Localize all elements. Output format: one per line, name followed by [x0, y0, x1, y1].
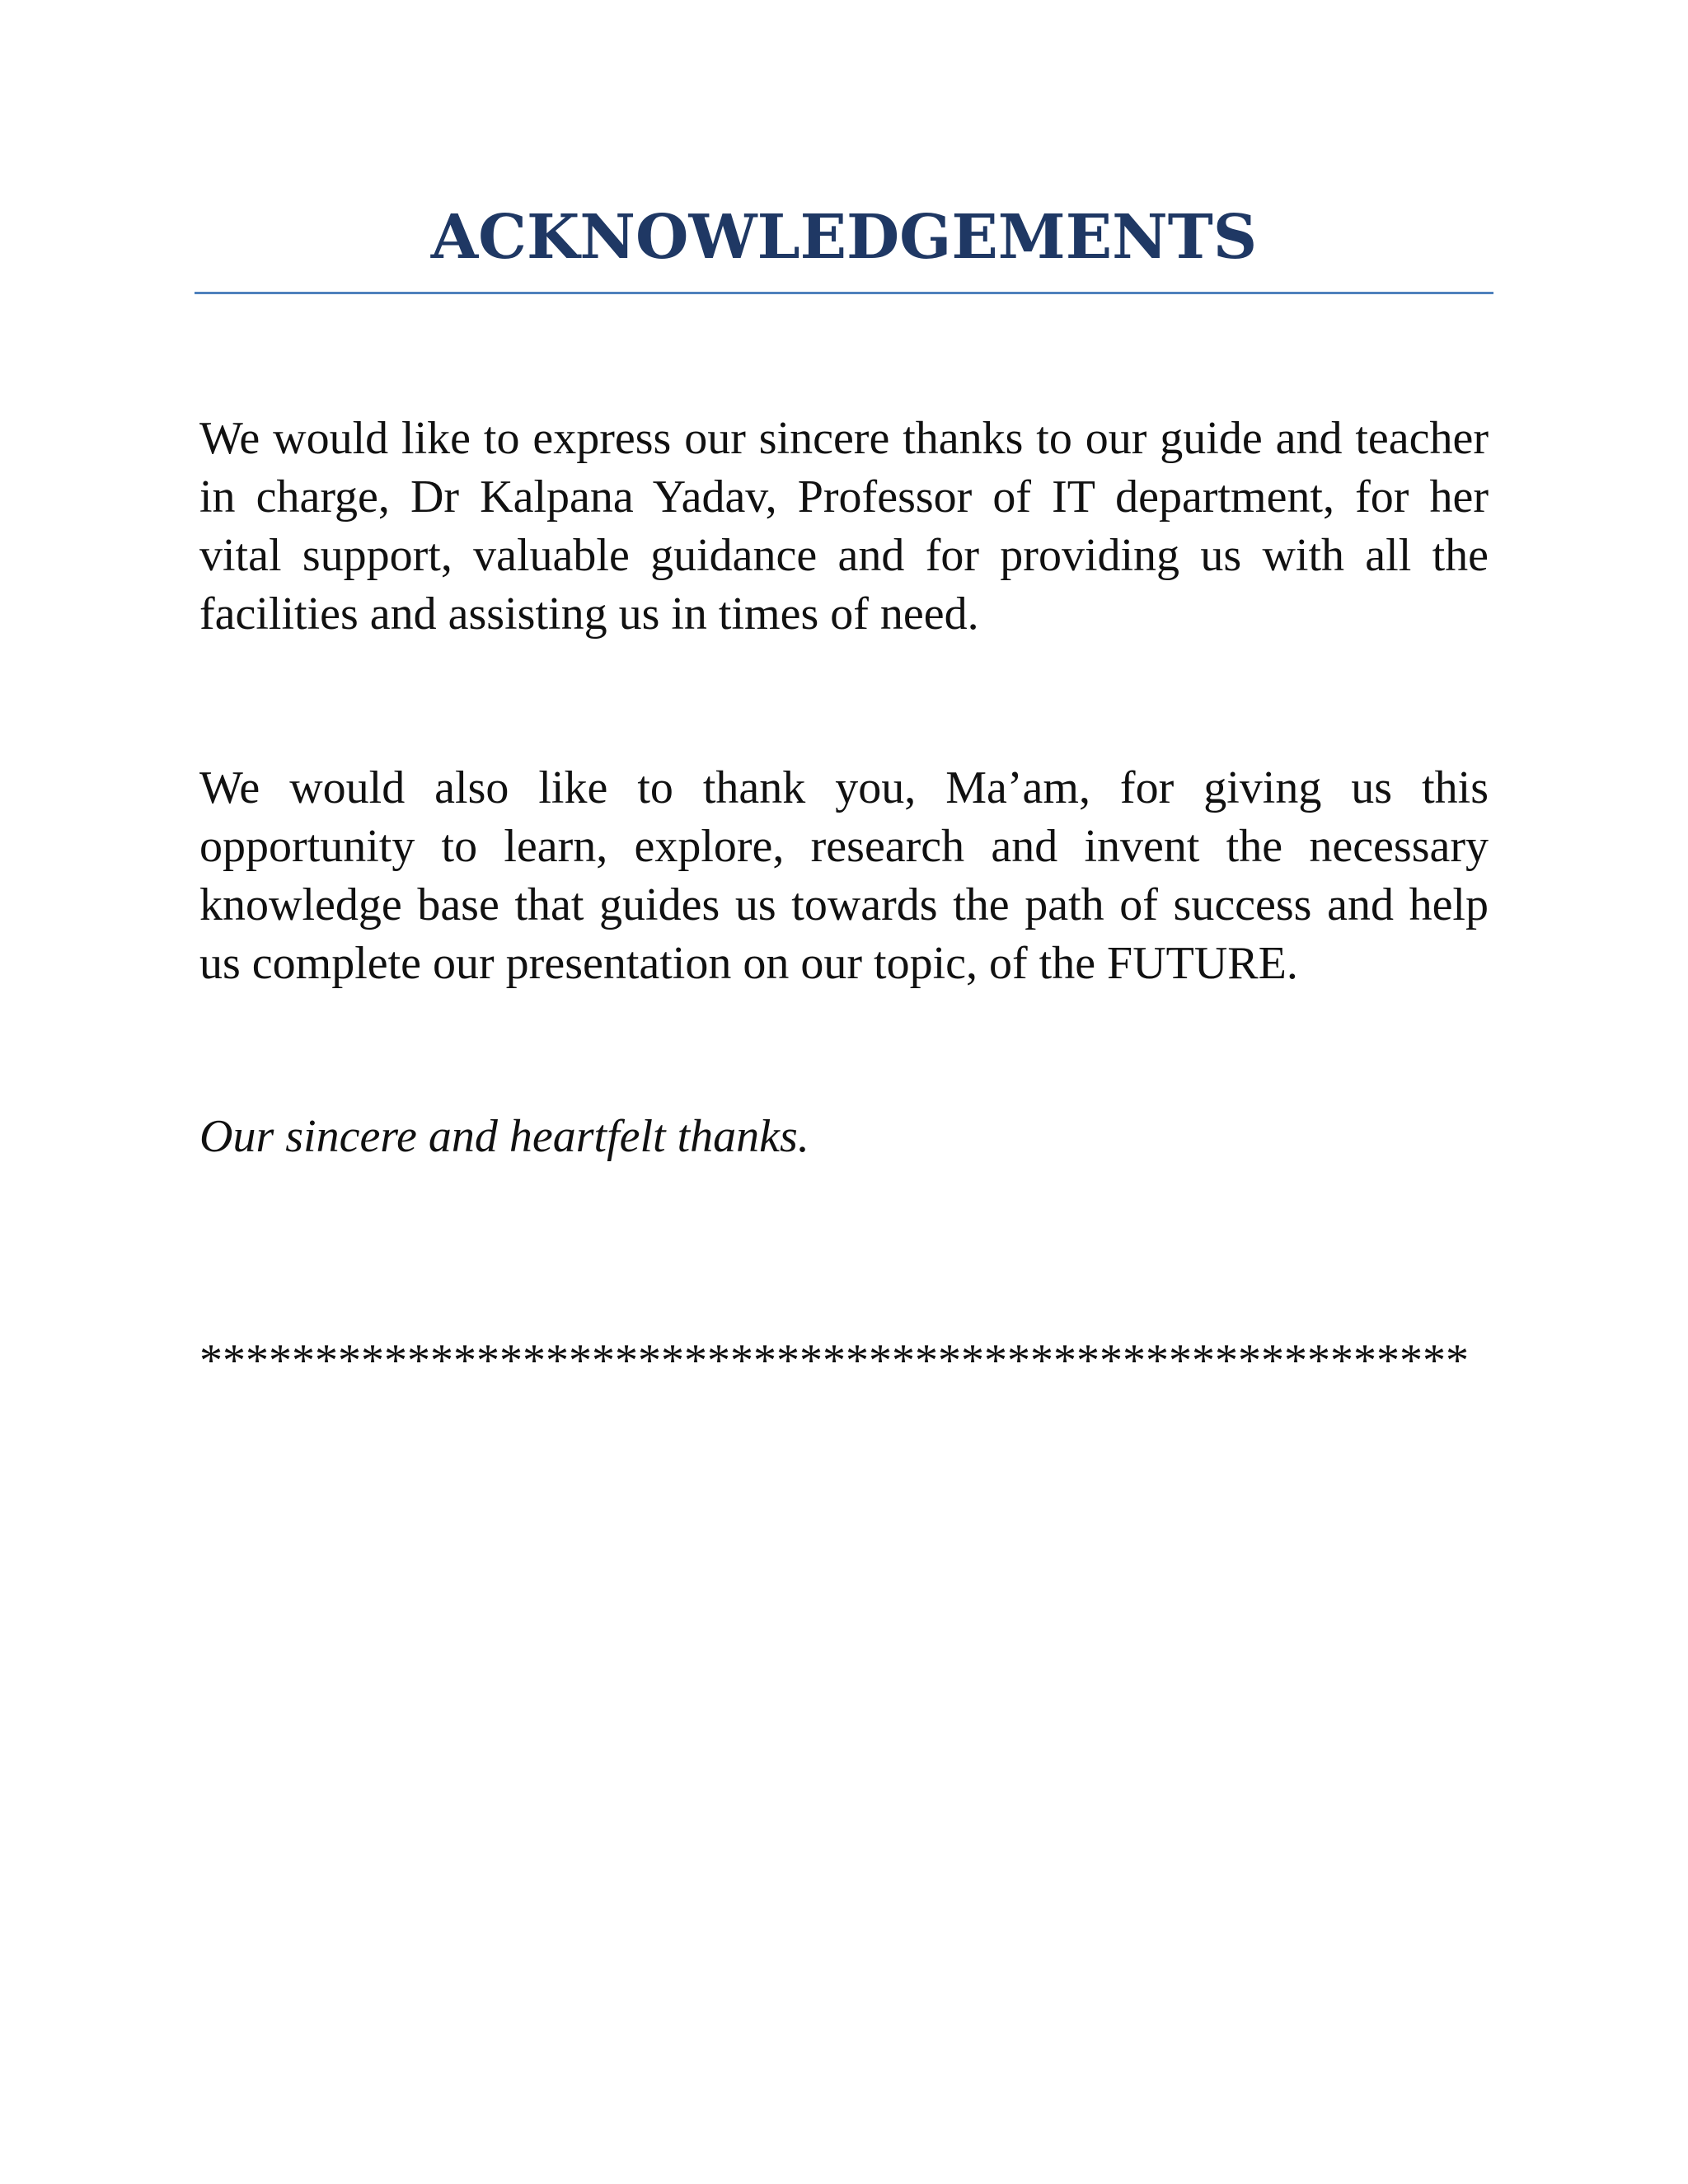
closing-line: Our sincere and heartfelt thanks.	[199, 1111, 809, 1162]
page-title: ACKNOWLEDGEMENTS	[430, 202, 1258, 273]
title-underline	[195, 292, 1493, 294]
paragraph-guide-thanks: We would like to express our sincere thanks to our guide and teacher in charge, Dr Kalpana Yadav, Professor of IT department, for her vital support, valuable guidance and for providing us with all the facilities and assisting us in times of need.	[199, 413, 1489, 640]
asterisk-separator: *******************************************************	[199, 1335, 1469, 1386]
paragraph-opportunity-thanks: We would also like to thank you, Ma’am, for giving us this opportunity to learn, explore, research and invent the necessary knowledge base that guides us towards the path of success and help us complete our presentation on our topic, of the FUTURE.	[199, 762, 1489, 989]
